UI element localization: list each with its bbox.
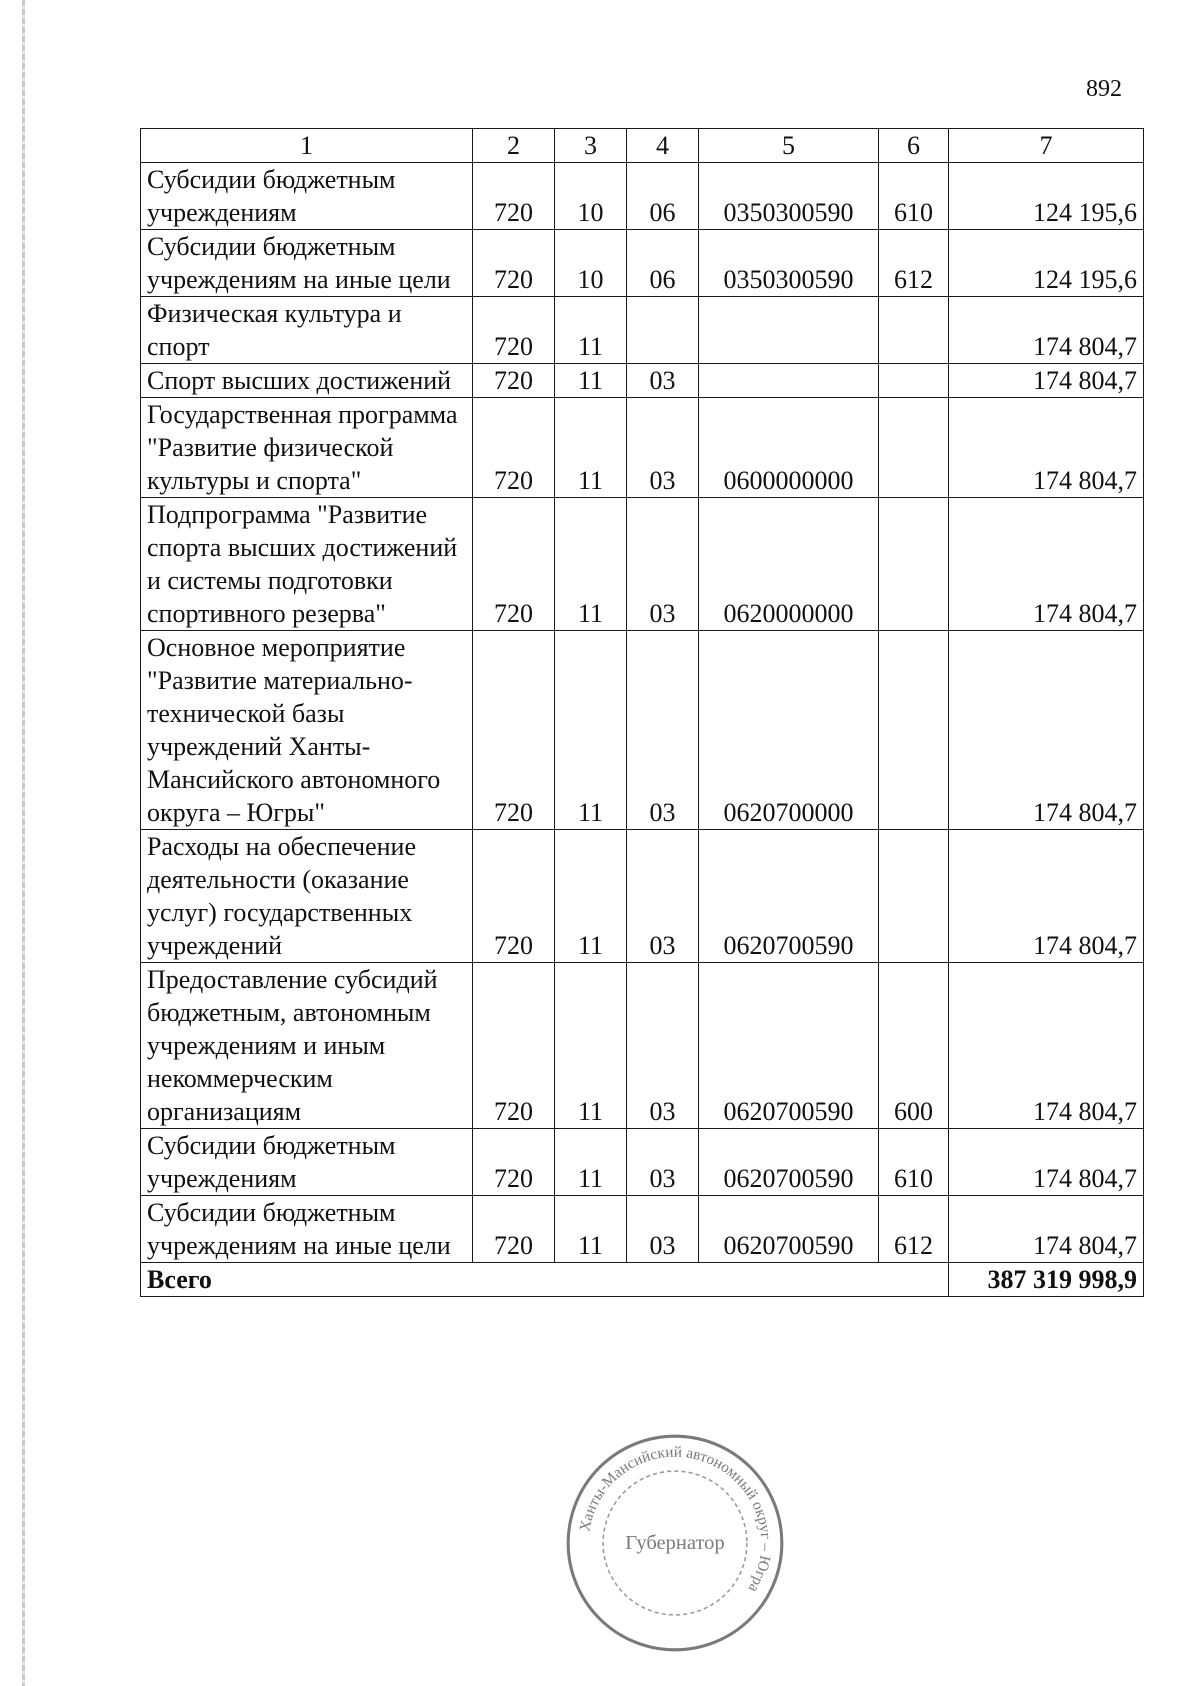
page-number: 892 xyxy=(1086,76,1122,102)
row-code-6 xyxy=(879,830,949,963)
row-code-3: 11 xyxy=(555,398,627,498)
row-amount: 174 804,7 xyxy=(949,1129,1144,1196)
row-amount: 124 195,6 xyxy=(949,163,1144,230)
row-code-6: 612 xyxy=(879,230,949,297)
row-code-5: 0350300590 xyxy=(699,230,879,297)
row-code-4: 03 xyxy=(627,1196,699,1263)
row-code-5: 0620700590 xyxy=(699,1196,879,1263)
row-code-6: 610 xyxy=(879,163,949,230)
table-row xyxy=(141,230,1144,297)
row-amount: 174 804,7 xyxy=(949,364,1144,398)
row-code-4: 03 xyxy=(627,830,699,963)
table-row xyxy=(141,830,1144,963)
row-code-5: 0620700590 xyxy=(699,1129,879,1196)
table-row xyxy=(141,631,1144,830)
row-code-5: 0600000000 xyxy=(699,398,879,498)
row-code-3: 11 xyxy=(555,498,627,631)
row-code-2: 720 xyxy=(473,398,555,498)
row-code-3: 11 xyxy=(555,963,627,1129)
row-code-6 xyxy=(879,398,949,498)
row-code-3: 10 xyxy=(555,230,627,297)
header-cell: 5 xyxy=(699,129,879,163)
row-code-6 xyxy=(879,631,949,830)
row-code-2: 720 xyxy=(473,230,555,297)
row-code-4: 06 xyxy=(627,163,699,230)
row-code-4: 03 xyxy=(627,498,699,631)
header-cell: 3 xyxy=(555,129,627,163)
row-code-2: 720 xyxy=(473,163,555,230)
row-name: Субсидии бюджетным учреждениям на иные цели xyxy=(141,1196,473,1263)
row-code-3: 11 xyxy=(555,1129,627,1196)
total-row xyxy=(141,1263,1144,1297)
table-row xyxy=(141,1196,1144,1263)
table-row xyxy=(141,163,1144,230)
total-label: Всего xyxy=(141,1263,949,1297)
row-amount: 174 804,7 xyxy=(949,963,1144,1129)
row-code-3: 11 xyxy=(555,297,627,364)
row-code-5: 0620700590 xyxy=(699,963,879,1129)
table-row xyxy=(141,364,1144,398)
row-code-2: 720 xyxy=(473,498,555,631)
header-cell: 6 xyxy=(879,129,949,163)
row-name: Физическая культура и спорт xyxy=(141,297,473,364)
table-row xyxy=(141,1129,1144,1196)
seal-ring-text: Ханты-Мансийский автономный округ – Югра xyxy=(576,1443,775,1596)
row-code-3: 11 xyxy=(555,1196,627,1263)
header-row xyxy=(141,129,1144,163)
row-code-5 xyxy=(699,364,879,398)
row-code-2: 720 xyxy=(473,364,555,398)
row-amount: 174 804,7 xyxy=(949,398,1144,498)
budget-table xyxy=(140,128,1144,1297)
row-code-5: 0620700000 xyxy=(699,631,879,830)
table-row xyxy=(141,498,1144,631)
row-code-3: 10 xyxy=(555,163,627,230)
row-code-2: 720 xyxy=(473,1129,555,1196)
row-code-4 xyxy=(627,297,699,364)
row-name: Расходы на обеспечение деятельности (оказание услуг) государственных учреждений xyxy=(141,830,473,963)
row-amount: 174 804,7 xyxy=(949,498,1144,631)
header-cell: 4 xyxy=(627,129,699,163)
row-amount: 174 804,7 xyxy=(949,830,1144,963)
row-code-5: 0620000000 xyxy=(699,498,879,631)
row-code-3: 11 xyxy=(555,830,627,963)
official-seal xyxy=(562,1430,788,1656)
row-code-6 xyxy=(879,364,949,398)
table-row xyxy=(141,398,1144,498)
header-cell: 1 xyxy=(141,129,473,163)
row-amount: 174 804,7 xyxy=(949,1196,1144,1263)
row-name: Основное мероприятие "Развитие материально-технической базы учреждений Ханты-Мансийского автономного округа – Югры" xyxy=(141,631,473,830)
row-code-2: 720 xyxy=(473,297,555,364)
row-code-2: 720 xyxy=(473,830,555,963)
row-code-2: 720 xyxy=(473,1196,555,1263)
seal-center-text: Губернатор xyxy=(625,1532,725,1555)
row-code-4: 06 xyxy=(627,230,699,297)
row-code-4: 03 xyxy=(627,364,699,398)
scan-edge xyxy=(22,0,25,1686)
row-code-2: 720 xyxy=(473,631,555,830)
row-code-5: 0620700590 xyxy=(699,830,879,963)
header-cell: 2 xyxy=(473,129,555,163)
row-name: Субсидии бюджетным учреждениям xyxy=(141,163,473,230)
row-code-3: 11 xyxy=(555,364,627,398)
row-code-6: 612 xyxy=(879,1196,949,1263)
row-amount: 174 804,7 xyxy=(949,297,1144,364)
row-code-4: 03 xyxy=(627,963,699,1129)
row-code-3: 11 xyxy=(555,631,627,830)
row-code-5 xyxy=(699,297,879,364)
row-name: Подпрограмма "Развитие спорта высших достижений и системы подготовки спортивного резерва" xyxy=(141,498,473,631)
row-name: Предоставление субсидий бюджетным, автономным учреждениям и иным некоммерческим организациям xyxy=(141,963,473,1129)
row-code-6 xyxy=(879,498,949,631)
row-amount: 174 804,7 xyxy=(949,631,1144,830)
row-name: Субсидии бюджетным учреждениям на иные цели xyxy=(141,230,473,297)
row-name: Субсидии бюджетным учреждениям xyxy=(141,1129,473,1196)
total-value: 387 319 998,9 xyxy=(949,1263,1144,1297)
row-name: Спорт высших достижений xyxy=(141,364,473,398)
table-row xyxy=(141,297,1144,364)
row-code-4: 03 xyxy=(627,631,699,830)
row-name: Государственная программа "Развитие физической культуры и спорта" xyxy=(141,398,473,498)
row-code-6 xyxy=(879,297,949,364)
row-code-2: 720 xyxy=(473,963,555,1129)
header-cell: 7 xyxy=(949,129,1144,163)
row-code-4: 03 xyxy=(627,1129,699,1196)
table-row xyxy=(141,963,1144,1129)
row-code-5: 0350300590 xyxy=(699,163,879,230)
row-amount: 124 195,6 xyxy=(949,230,1144,297)
row-code-4: 03 xyxy=(627,398,699,498)
row-code-6: 600 xyxy=(879,963,949,1129)
row-code-6: 610 xyxy=(879,1129,949,1196)
